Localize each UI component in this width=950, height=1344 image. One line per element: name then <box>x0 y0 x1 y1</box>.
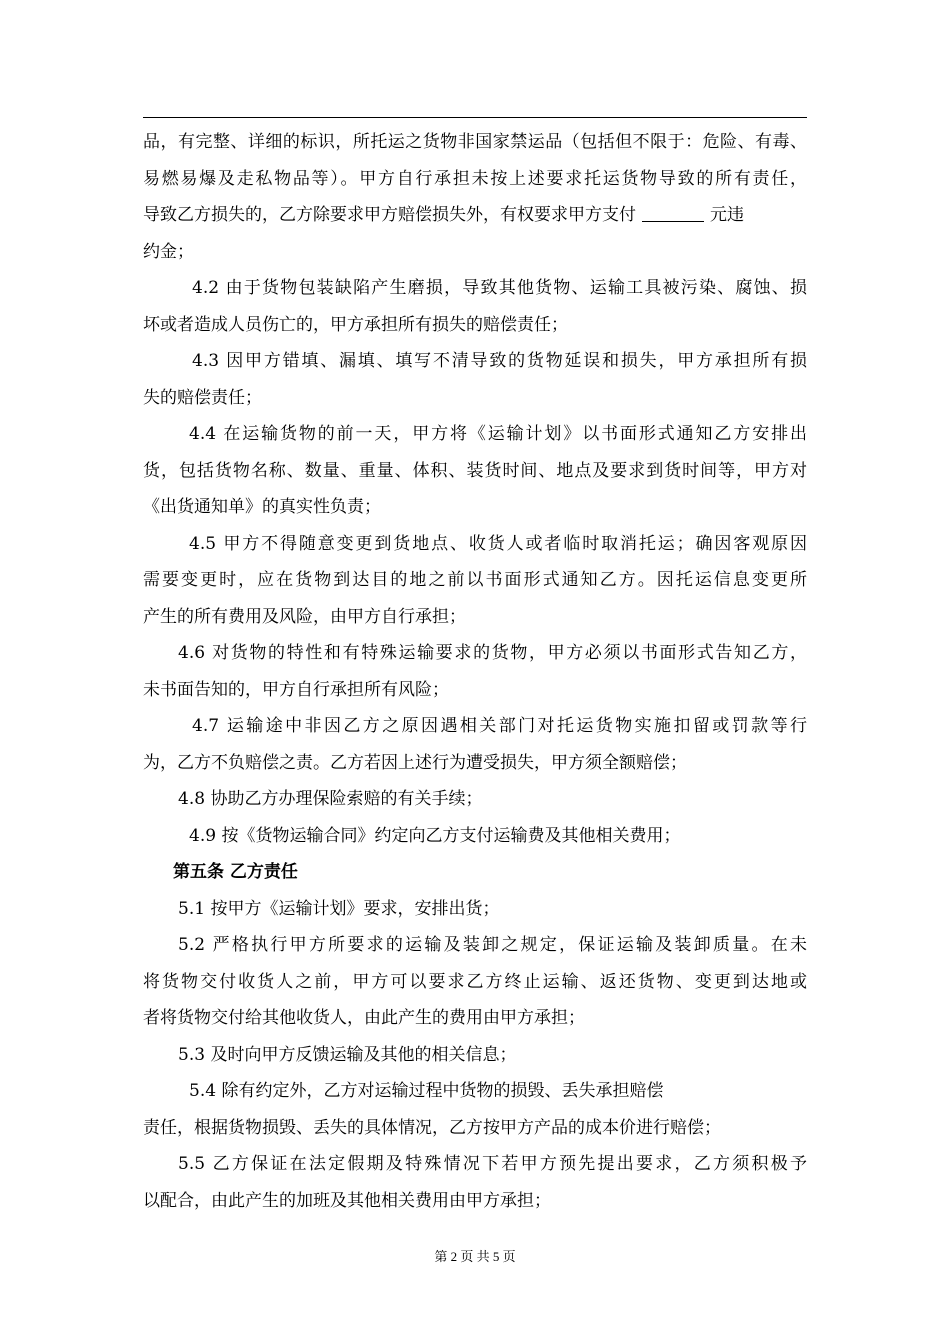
clause-5-4: 5.4 除有约定外，乙方对运输过程中货物的损毁、丢失承担赔偿 <box>189 1081 664 1101</box>
text-line: 坏或者造成人员伤亡的，甲方承担所有损失的赔偿责任； <box>143 314 568 335</box>
clause-5-5: 5.5 乙方保证在法定假期及特殊情况下若甲方预先提出要求，乙方须积极予 <box>178 1154 807 1174</box>
page-footer: 第 2 页 共 5 页 <box>434 1249 516 1264</box>
clause-4-8: 4.8 协助乙方办理保险索赔的有关手续； <box>178 789 483 809</box>
text-line: 易燃易爆及走私物品等）。甲方自行承担未按上述要求托运货物导致的所有责任， <box>143 168 807 189</box>
clause-4-7: 4.7 运输途中非因乙方之原因遇相关部门对托运货物实施扣留或罚款等行 <box>192 716 807 736</box>
text-line: 为，乙方不负赔偿之责。乙方若因上述行为遭受损失，甲方须全额赔偿； <box>143 752 687 773</box>
text-line: 《出货通知单》的真实性负责； <box>143 497 381 517</box>
clause-5-2: 5.2 严格执行甲方所要求的运输及装卸之规定，保证运输及装卸质量。在未 <box>178 935 807 955</box>
text-after-blank: 元违 <box>710 205 744 225</box>
clause-4-3: 4.3 因甲方错填、漏填、填写不清导致的货物延误和损失，甲方承担所有损 <box>192 351 807 371</box>
section-heading-article-5: 第五条 乙方责任 <box>173 862 298 882</box>
text-line: 未书面告知的，甲方自行承担所有风险； <box>143 679 449 700</box>
text-line: 责任，根据货物损毁、丢失的具体情况，乙方按甲方产品的成本价进行赔偿； <box>143 1117 721 1138</box>
text-line: 需要变更时，应在货物到达目的地之前以书面形式通知乙方。因托运信息变更所 <box>143 570 807 590</box>
text-before-blank: 导致乙方损失的，乙方除要求甲方赔偿损失外，有权要求甲方支付 <box>143 205 636 225</box>
clause-4-5: 4.5 甲方不得随意变更到货地点、收货人或者临时取消托运；确因客观原因 <box>189 533 807 554</box>
text-line: 品，有完整、详细的标识，所托运之货物非国家禁运品（包括但不限于：危险、有毒、 <box>143 132 807 152</box>
header-rule <box>143 117 807 118</box>
text-line: 将货物交付收货人之前，甲方可以要求乙方终止运输、返还货物、变更到达地或 <box>143 971 807 992</box>
clause-4-9: 4.9 按《货物运输合同》约定向乙方支付运输费及其他相关费用； <box>189 825 681 846</box>
text-line: 者将货物交付给其他收货人，由此产生的费用由甲方承担； <box>143 1008 585 1028</box>
text-line: 约金； <box>143 241 194 262</box>
clause-4-4: 4.4 在运输货物的前一天，甲方将《运输计划》以书面形式通知乙方安排出 <box>189 424 807 444</box>
text-line: 产生的所有费用及风险，由甲方自行承担； <box>143 606 466 627</box>
text-line-with-blank <box>143 197 807 234</box>
clause-4-6: 4.6 对货物的特性和有特殊运输要求的货物，甲方必须以书面形式告知乙方， <box>178 643 807 663</box>
clause-4-2: 4.2 由于货物包装缺陷产生磨损，导致其他货物、运输工具被污染、腐蚀、损 <box>192 278 807 298</box>
text-line: 货，包括货物名称、数量、重量、体积、装货时间、地点及要求到货时间等，甲方对 <box>143 460 807 481</box>
clause-5-3: 5.3 及时向甲方反馈运输及其他的相关信息； <box>178 1044 517 1065</box>
document-body <box>143 124 807 1219</box>
clause-5-1: 5.1 按甲方《运输计划》要求，安排出货； <box>178 898 500 919</box>
text-line: 失的赔偿责任； <box>143 387 262 408</box>
text-line: 以配合，由此产生的加班及其他相关费用由甲方承担； <box>143 1190 551 1211</box>
amount-blank <box>642 203 704 222</box>
